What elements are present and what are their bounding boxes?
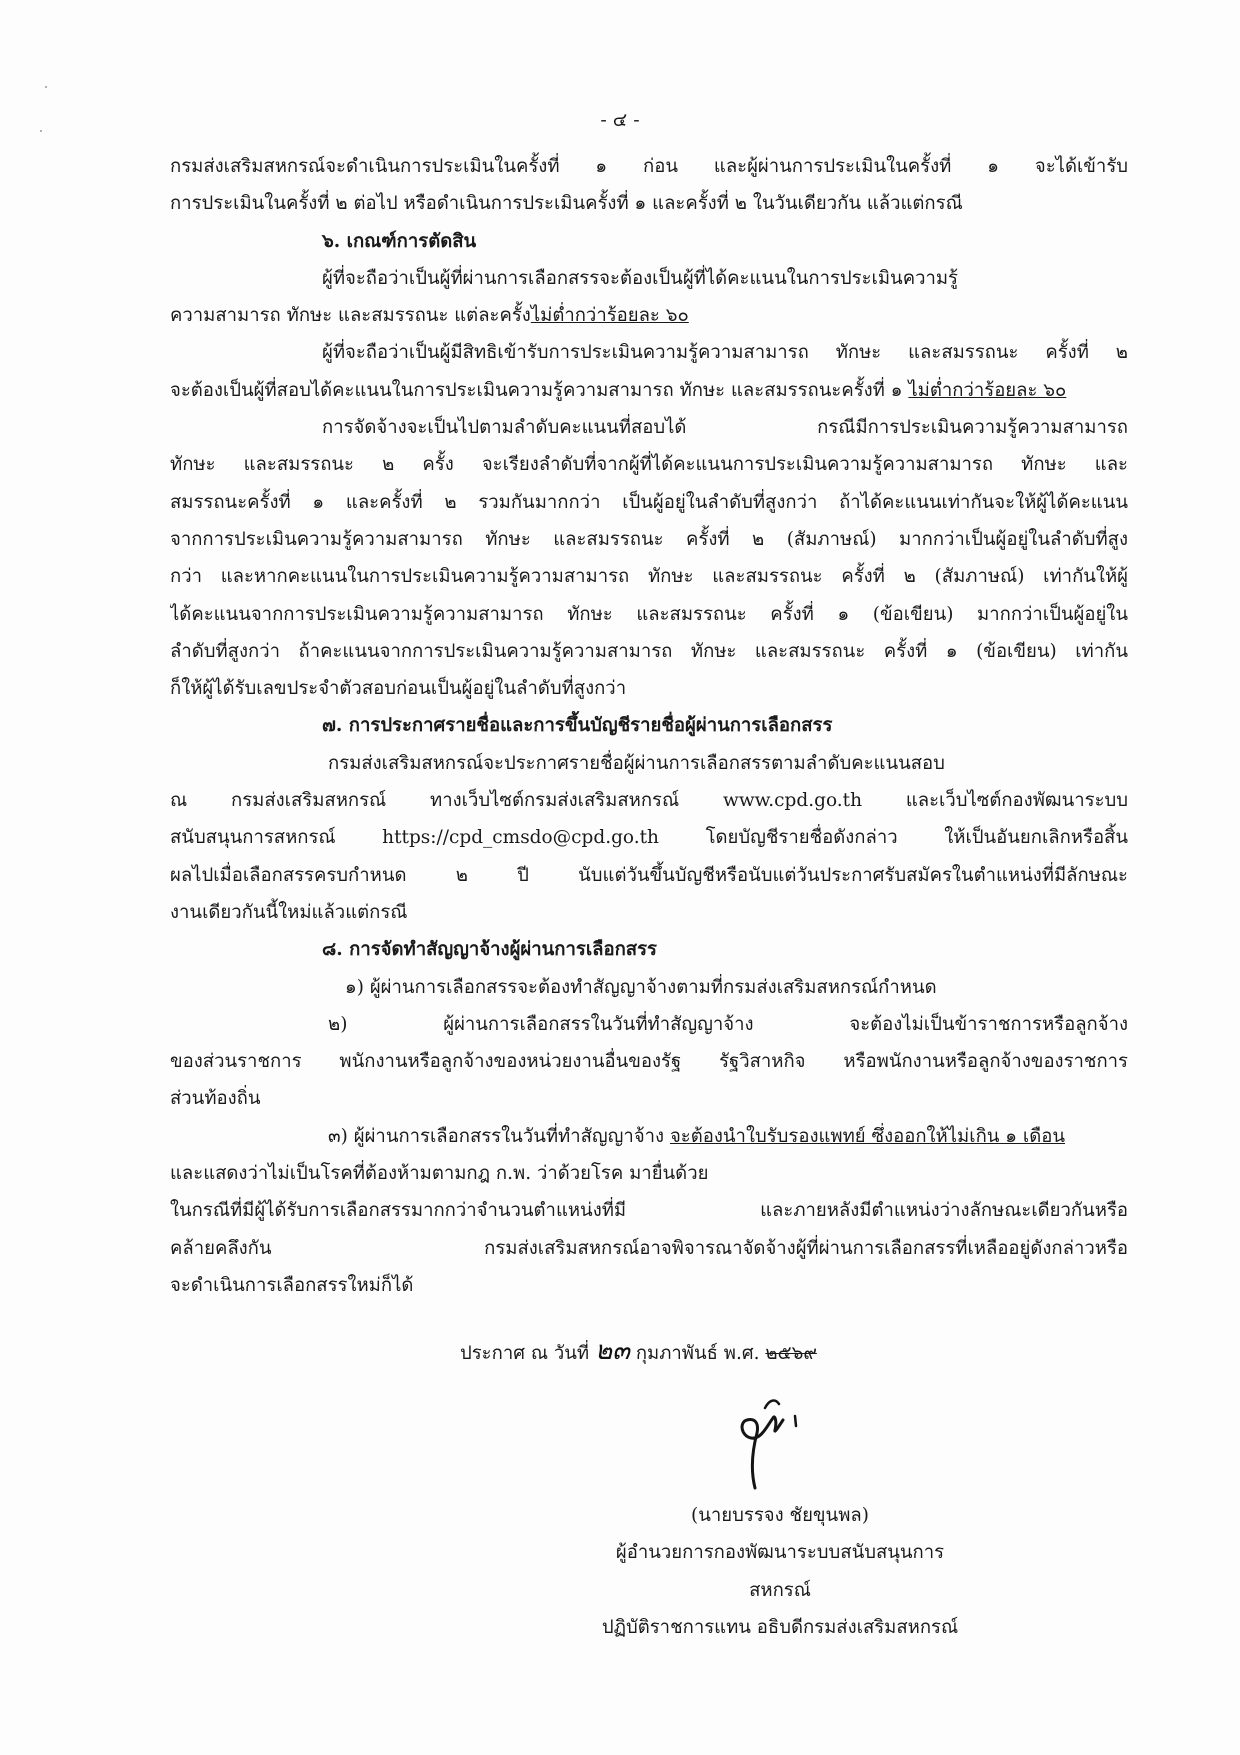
- section-8-item-3-line-1: [170, 1118, 1128, 1155]
- section-6-p2-underline: ไม่ต่ำกว่าร้อยละ ๖๐: [908, 379, 1067, 401]
- section-6-p3-line-1: การจัดจ้างจะเป็นไปตามลำดับคะแนนที่สอบได้ กรณีมีการประเมินความรู้ความสามารถ: [322, 417, 1128, 439]
- section-7-line-2: ณ กรมส่งเสริมสหกรณ์ ทางเว็บไซต์กรมส่งเสริมสหกรณ์ www.cpd.go.th และเว็บไซต์กองพัฒนาระบบ: [170, 790, 1128, 812]
- section-6-p2-text: จะต้องเป็นผู้ที่สอบได้คะแนนในการประเมินความรู้ความสามารถ ทักษะ และสมรรถนะครั้งที่ ๑: [170, 379, 909, 401]
- signature-stroke: [795, 1416, 796, 1426]
- announce-month: กุมภาพันธ์ พ.ศ.: [635, 1343, 760, 1364]
- announcement-date: [460, 1330, 817, 1371]
- signature-stroke: [765, 1401, 779, 1408]
- section-7-heading: ๗. การประกาศรายชื่อและการขึ้นบัญชีรายชื่อผู้ผ่านการเลือกสรร: [322, 715, 833, 737]
- section-8-item-1: ๑) ผู้ผ่านการเลือกสรรจะต้องทำสัญญาจ้างตามที่กรมส่งเสริมสหกรณ์กำหนด: [345, 976, 937, 998]
- signer-block: [600, 1497, 960, 1646]
- section-6-p3-line-8: ก็ให้ผู้ได้รับเลขประจำตัวสอบก่อนเป็นผู้อยู่ในลำดับที่สูงกว่า: [170, 678, 627, 700]
- section-6-p3-line-4: จากการประเมินความรู้ความสามารถ ทักษะ และสมรรถนะ ครั้งที่ ๒ (สัมภาษณ์) มากกว่าเป็นผู้อยู่ในลำดับที่สูง: [170, 528, 1128, 550]
- signer-title-2: ปฏิบัติราชการแทน อธิบดีกรมส่งเสริมสหกรณ์: [601, 1616, 959, 1638]
- section-7-line-5: งานเดียวกันนี้ใหม่แล้วแต่กรณี: [170, 901, 408, 923]
- section-8-item-3-underline: จะต้องนำใบรับรองแพทย์ ซึ่งออกให้ไม่เกิน ๑ เดือน: [669, 1125, 1066, 1147]
- announce-year: ๒๕๖๙: [765, 1343, 817, 1364]
- section-6-p1-underline: ไม่ต่ำกว่าร้อยละ ๖๐: [530, 305, 689, 327]
- section-6-p2-line-2: [170, 372, 1128, 409]
- intro-line-2: การประเมินในครั้งที่ ๒ ต่อไป หรือดำเนินการประเมินครั้งที่ ๑ และครั้งที่ ๒ ในวันเดียวกัน แล้วแต่กรณี: [170, 193, 963, 215]
- closing-line-3: จะดำเนินการเลือกสรรใหม่ก็ได้: [170, 1274, 414, 1296]
- intro-line-1: กรมส่งเสริมสหกรณ์จะดำเนินการประเมินในครั้งที่ ๑ ก่อน และผู้ผ่านการประเมินในครั้งที่ ๑ จะได้เข้ารับ: [170, 156, 1128, 177]
- section-7-line-1: กรมส่งเสริมสหกรณ์จะประกาศรายชื่อผู้ผ่านการเลือกสรรตามลำดับคะแนนสอบ: [328, 752, 945, 774]
- section-6-p3-line-6: ได้คะแนนจากการประเมินความรู้ความสามารถ ทักษะ และสมรรถนะ ครั้งที่ ๑ (ข้อเขียน) มากกว่าเป็นผู้อยู่ใน: [170, 603, 1128, 625]
- handwritten-signature: [695, 1378, 835, 1498]
- section-8-item-3-text: ๓) ผู้ผ่านการเลือกสรรในวันที่ทำสัญญาจ้าง: [328, 1125, 670, 1147]
- scan-speck: [45, 86, 47, 88]
- section-8-item-3-line-2: และแสดงว่าไม่เป็นโรคที่ต้องห้ามตามกฎ ก.พ. ว่าด้วยโรค มายื่นด้วย: [170, 1163, 709, 1185]
- section-6-p3-line-5: กว่า และหากคะแนนในการประเมินความรู้ความสามารถ ทักษะ และสมรรถนะ ครั้งที่ ๒ (สัมภาษณ์) เท่ากันให้ผู้: [170, 566, 1128, 588]
- section-7-line-3: สนับสนุนการสหกรณ์ https://cpd_cmsdo@cpd.go.th โดยบัญชีรายชื่อดังกล่าว ให้เป็นอันยกเลิกหรือสิ้น: [170, 827, 1128, 849]
- document-body: [170, 148, 1128, 1304]
- section-8-item-2-line-3: ส่วนท้องถิ่น: [170, 1088, 261, 1110]
- section-8-item-2-line-2: ของส่วนราชการ พนักงานหรือลูกจ้างของหน่วยงานอื่นของรัฐ รัฐวิสาหกิจ หรือพนักงานหรือลูกจ้างของราชการ: [170, 1051, 1128, 1073]
- page-number: - ๔ -: [600, 109, 640, 131]
- section-6-p2-line-1: ผู้ที่จะถือว่าเป็นผู้มีสิทธิเข้ารับการประเมินความรู้ความสามารถ ทักษะ และสมรรถนะ ครั้งที่ ๒: [322, 342, 1128, 364]
- section-8-heading: ๘. การจัดทำสัญญาจ้างผู้ผ่านการเลือกสรร: [322, 939, 657, 961]
- signature-stroke: [742, 1417, 783, 1488]
- section-6-p1-line-1: ผู้ที่จะถือว่าเป็นผู้ที่ผ่านการเลือกสรรจะต้องเป็นผู้ที่ได้คะแนนในการประเมินความรู้: [322, 267, 958, 289]
- section-6-p3-line-3: สมรรถนะครั้งที่ ๑ และครั้งที่ ๒ รวมกันมากกว่า เป็นผู้อยู่ในลำดับที่สูงกว่า ถ้าได้คะแนนเท่ากันจะให้ผู้ได้คะแนน: [170, 491, 1128, 513]
- announce-prefix: ประกาศ ณ วันที่: [460, 1343, 590, 1364]
- section-6-p3-line-2: ทักษะ และสมรรถนะ ๒ ครั้ง จะเรียงลำดับที่จากผู้ที่ได้คะแนนการประเมินความรู้ความสามารถ ทักษะ และ: [170, 454, 1128, 476]
- section-8-item-2-line-1: ๒) ผู้ผ่านการเลือกสรรในวันที่ทำสัญญาจ้าง จะต้องไม่เป็นข้าราชการหรือลูกจ้าง: [328, 1013, 1128, 1035]
- section-6-p3-line-7: ลำดับที่สูงกว่า ถ้าคะแนนจากการประเมินความรู้ความสามารถ ทักษะ และสมรรถนะ ครั้งที่ ๑ (ข้อเขียน) เท่ากัน: [170, 640, 1128, 662]
- closing-line-2: คล้ายคลึงกัน กรมส่งเสริมสหกรณ์อาจพิจารณาจัดจ้างผู้ที่ผ่านการเลือกสรรที่เหลืออยู่ดังกล่าวหรือ: [170, 1237, 1128, 1259]
- section-7-line-4: ผลไปเมื่อเลือกสรรครบกำหนด ๒ ปี นับแต่วันขึ้นบัญชีหรือนับแต่วันประกาศรับสมัครในตำแหน่งที่มีลักษณะ: [170, 864, 1128, 886]
- signer-title-1: ผู้อำนวยการกองพัฒนาระบบสนับสนุนการสหกรณ์: [615, 1542, 945, 1601]
- closing-line-1: ในกรณีที่มีผู้ได้รับการเลือกสรรมากกว่าจำนวนตำแหน่งที่มี และภายหลังมีตำแหน่งว่างลักษณะเดียวกันหรือ: [170, 1200, 1128, 1222]
- section-6-heading: ๖. เกณฑ์การตัดสิน: [322, 230, 477, 252]
- section-6-p1-line-2: [170, 297, 1128, 334]
- signer-name: (นายบรรจง ชัยขุนพล): [691, 1505, 869, 1526]
- announce-day-handwritten: ๒๓: [595, 1336, 630, 1366]
- section-6-p1-text: ความสามารถ ทักษะ และสมรรถนะ แต่ละครั้ง: [170, 305, 531, 327]
